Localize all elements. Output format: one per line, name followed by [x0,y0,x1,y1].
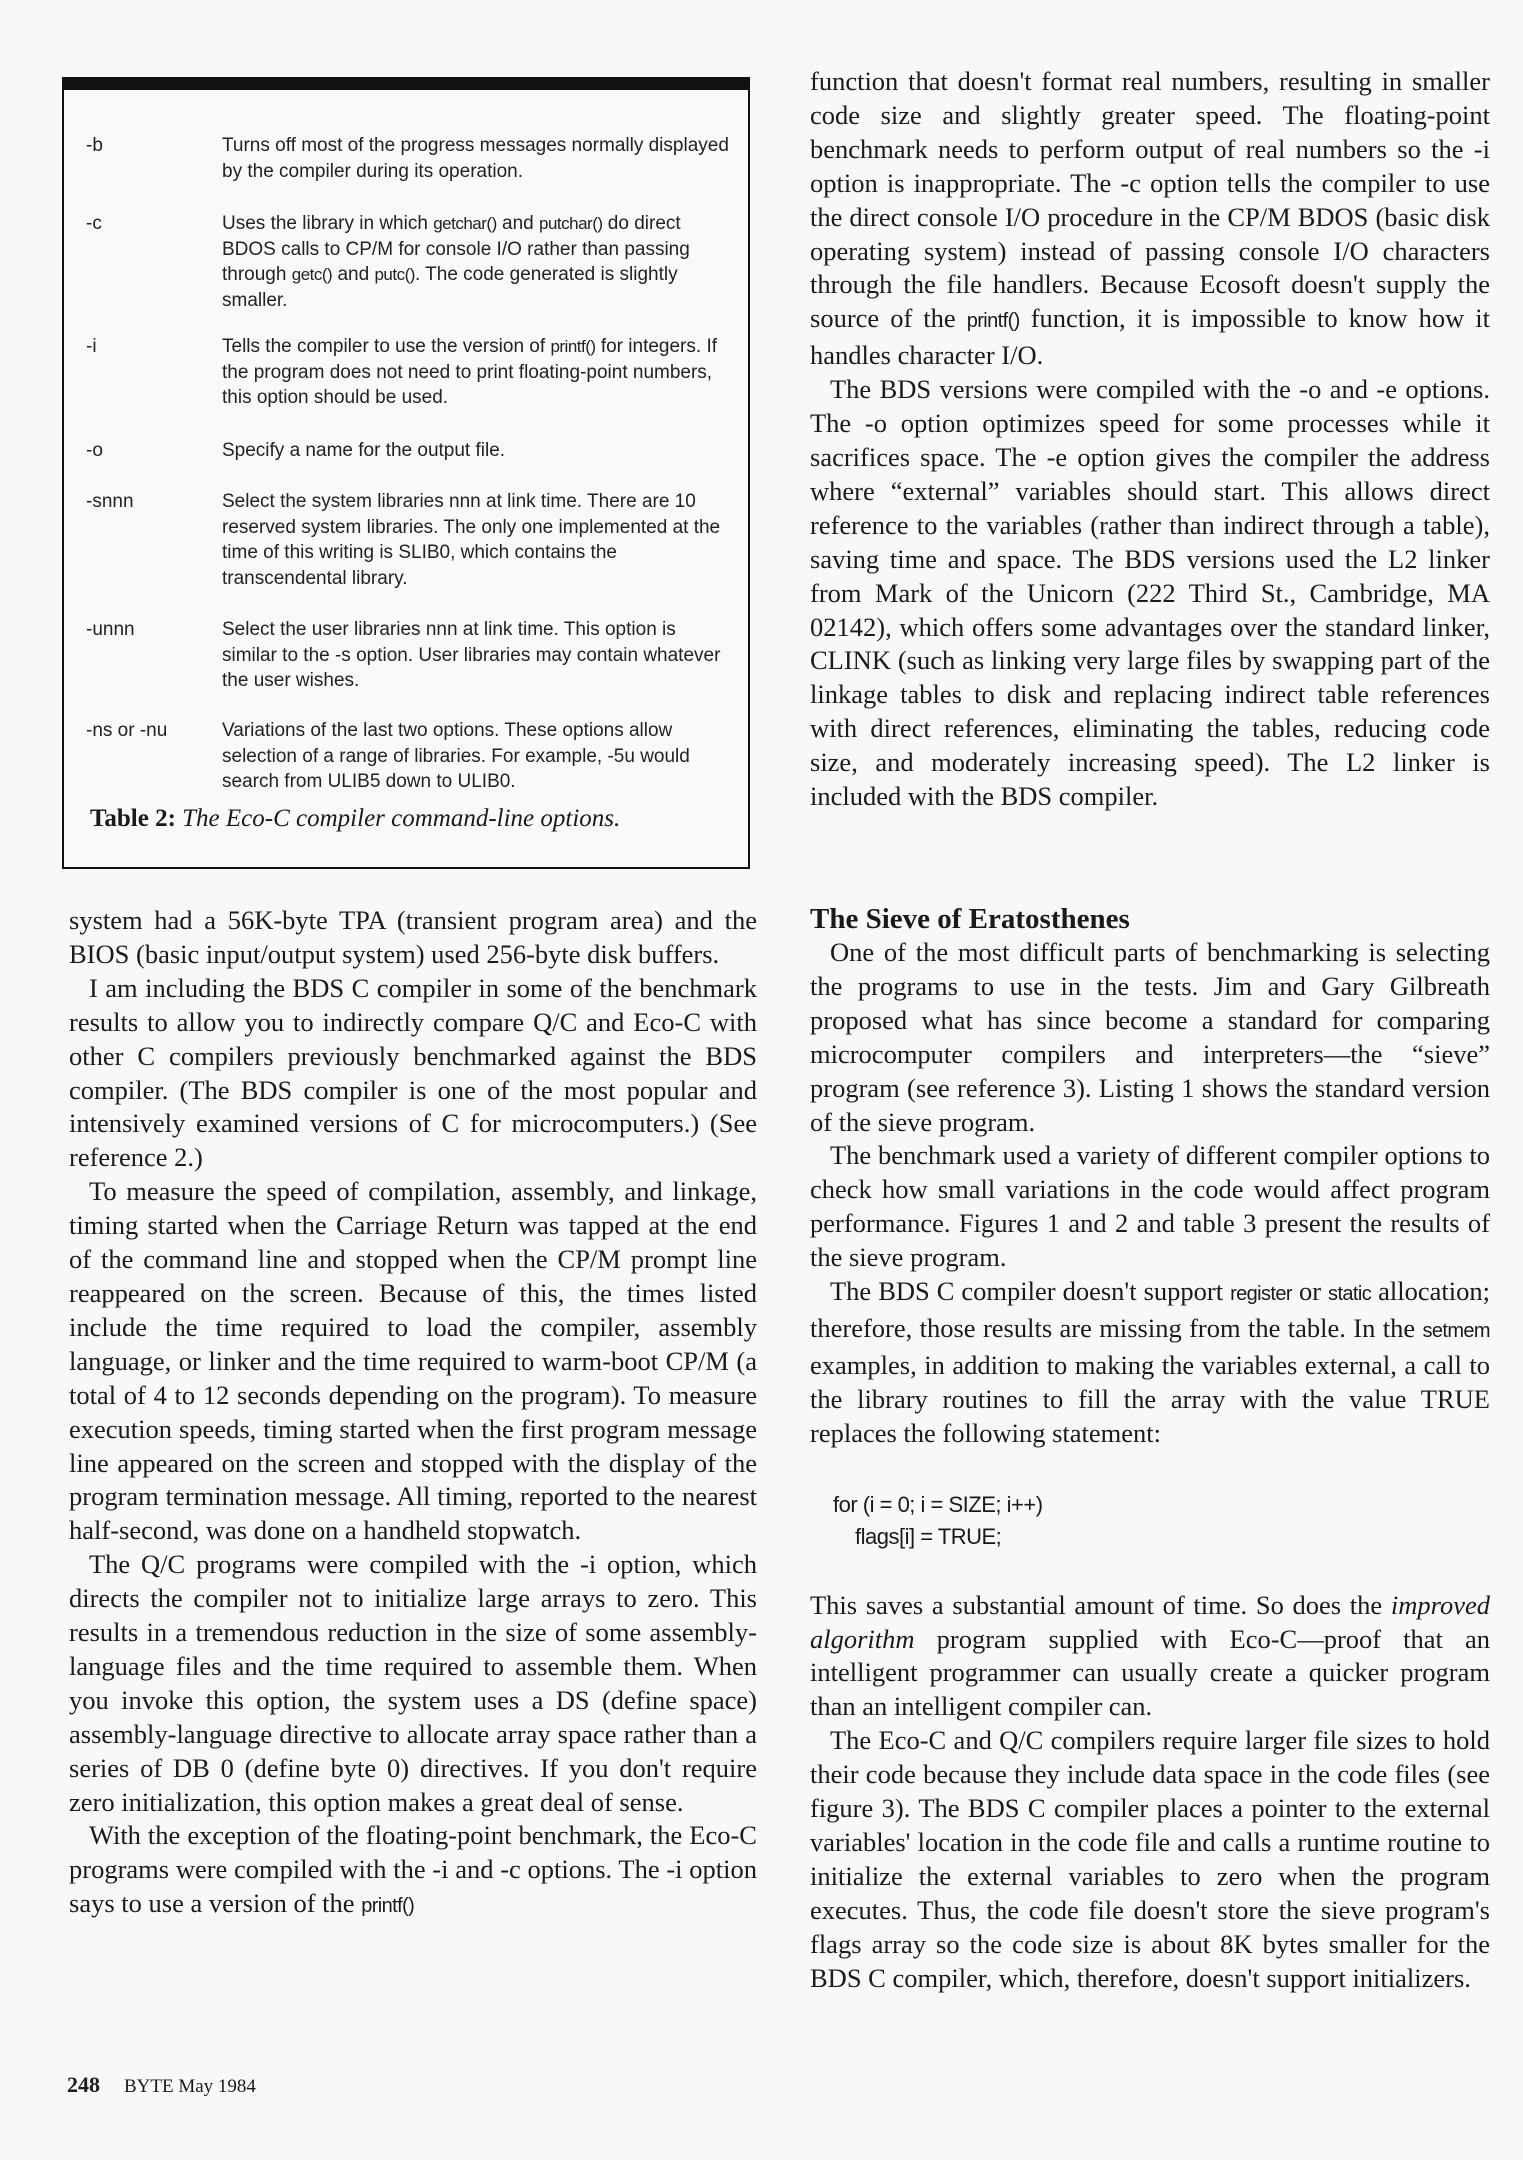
code-getc: getc() [291,265,333,284]
code-listing [833,1489,1490,1553]
option-description: Variations of the last two options. These options allow selection of a range of libraries. For example, -5u would search from ULIB5 down to ULIB0. [222,720,690,792]
paragraph: One of the most difficult parts of benchmarking is selecting the programs to use in the tests. Jim and Gary Gilbreath proposed what has since become a standard for comparing microcomputer compilers and interpreters—the “sieve” program (see reference 3). Listing 1 shows the standard version of the sieve program. [810,937,1490,1137]
section-heading: The Sieve of Eratosthenes [810,903,1130,935]
option-description: Select the user libraries nnn at link time. This option is similar to the -s option. User libraries may contain whatever the user wishes. [222,619,721,691]
code-putchar: putchar() [539,214,603,233]
option-key: -c [86,213,102,234]
italic-term: improved algorithm [810,1589,1490,1654]
desc-text: and [496,213,539,234]
left-column-body [69,904,757,1924]
code-printf: printf() [966,310,1020,333]
paragraph-text: or [1291,1276,1329,1307]
option-key: -snnn [86,491,134,512]
desc-text: do direct BDOS calls to CP/M for console I/O rather than passing through [222,213,690,285]
desc-text: . The code generated is slightly smaller. [222,264,678,311]
table-2-box [62,77,750,869]
paragraph-text: The BDS C compiler doesn't support [830,1276,1231,1307]
paragraph: system had a 56K-byte TPA (transient program area) and the BIOS (basic input/output system) used 256-byte disk buffers. [69,905,757,969]
code-printf: printf() [550,337,596,356]
caption-label: Table 2: [90,805,176,832]
code-setmem: setmem [1422,1319,1490,1342]
desc-text: Tells the compiler to use the version of [222,336,551,357]
option-key: -ns or -nu [86,720,168,741]
caption-text: The Eco-C compiler command-line options. [182,805,621,832]
paragraph-text: This saves a substantial amount of time. So does the [810,1589,1391,1620]
desc-text: Uses the library in which [222,213,434,234]
page-footer [67,2072,256,2098]
paragraph: The BDS versions were compiled with the -o and -e options. The -o option optimizes speed for some processes while it sacrifices space. The -e option gives the compiler the address where “external” variables should start. This allows direct reference to the variables (rather than indirect through a table), saving time and space. The BDS versions used the L2 linker from Mark of the Unicorn (222 Third St., Cambridge, MA 02142), which offers some advantages over the standard linker, CLINK (such as linking very large files by swapping part of the linkage tables to disk and replacing indirect table references with direct references, eliminating the tables, reducing code size, and moderately increasing speed). The L2 linker is included with the BDS compiler. [810,374,1490,812]
paragraph-text: allocation; therefore, those results are missing from the table. In the [810,1276,1490,1343]
code-register: register [1230,1283,1292,1306]
code-static: static [1328,1283,1372,1306]
page-number: 248 [67,2072,100,2097]
right-column-bottom [810,902,1490,1995]
option-description: Specify a name for the output file. [222,440,506,461]
option-description: Turns off most of the progress messages normally displayed by the compiler during its operation. [222,135,729,182]
code-line: for (i = 0; i = SIZE; i++) [833,1491,1043,1517]
paragraph-text: With the exception of the floating-point benchmark, the Eco-C programs were compiled with the -i and -c options. The -i option says to use a version of the [69,1820,757,1919]
table-caption [90,805,620,833]
paragraph: I am including the BDS C compiler in some of the benchmark results to allow you to indirectly compare Q/C and Eco-C with other C compilers previously benchmarked against the BDS compiler. (The BDS compiler is one of the most popular and intensively examined versions of C for microcomputers.) (See reference 2.) [69,972,757,1173]
paragraph: The Q/C programs were compiled with the -i option, which directs the compiler not to initialize large arrays to zero. This results in a tremendous reduction in the size of some assembly-language files and the time required to assemble them. When you invoke this option, the system uses a DS (define space) assembly-language directive to allocate array space rather than a series of DB 0 (define byte 0) directives. If you don't require zero initialization, this option makes a great deal of sense. [69,1549,757,1817]
desc-text: and [332,264,375,285]
option-key: -b [86,135,103,156]
option-description [222,211,730,313]
paragraph: The Eco-C and Q/C compilers require larger file sizes to hold their code because they include data space in the code files (see figure 3). The BDS C compiler places a pointer to the external variables' location in the code file and calls a runtime routine to initialize the external variables to zero when the program executes. Thus, the code file doesn't store the sieve program's flags array so the code size is about 8K bytes smaller for the BDS C compiler, which, therefore, doesn't support initializers. [810,1725,1490,1993]
desc-text: for integers. If the program does not need to print floating-point numbers, this option should be used. [222,336,718,408]
option-key: -o [86,440,103,461]
paragraph [69,1819,757,1924]
code-printf: printf() [361,1895,415,1918]
paragraph-text: examples, in addition to making the variables external, a call to the library routines to fill the array with the value TRUE replaces the following statement: [810,1349,1490,1448]
paragraph [810,65,1490,373]
code-line: flags[i] = TRUE; [855,1523,1002,1549]
code-putc: putc() [374,265,415,284]
option-description [222,334,730,411]
paragraph-text: function that doesn't format real numbers, resulting in smaller code size and slightly greater speed. The floating-point benchmark needs to perform output of real numbers so the -i option is inappropriate. The -c option tells the compiler to use the direct console I/O procedure in the CP/M BDOS (basic disk operating system) instead of passing console I/O characters through the file handlers. Because Ecosoft doesn't supply the source of the [810,66,1490,334]
paragraph-text: program supplied with Eco-C—proof that an intelligent programmer can usually create a quicker program than an intelligent compiler can. [810,1623,1490,1722]
option-key: -i [86,336,97,357]
paragraph-text: function, it is impossible to know how it handles character I/O. [810,303,1490,371]
option-description: Select the system libraries nnn at link time. There are 10 reserved system libraries. The only one implemented at the time of this writing is SLIB0, which contains the transcendental library. [222,491,721,589]
publication-info: BYTE May 1984 [124,2076,256,2097]
paragraph: To measure the speed of compilation, assembly, and linkage, timing started when the Carriage Return was tapped at the end of the command line and stopped when the CP/M prompt line reappeared on the screen. Because of this, the times listed include the time required to load the compiler, assembly language, or linker and the time required to warm-boot CP/M (a total of 4 to 12 seconds depending on the program). To measure execution speeds, timing started when the first program message line appeared on the screen and stopped with the display of the program termination message. All timing, reported to the nearest half-second, was done on a handheld stopwatch. [69,1176,757,1546]
paragraph [810,1589,1490,1725]
paragraph [810,1275,1490,1451]
right-column-top [810,65,1490,814]
paragraph: The benchmark used a variety of different compiler options to check how small variations in the code would affect program performance. Figures 1 and 2 and table 3 present the results of the sieve program. [810,1140,1490,1273]
option-key: -unnn [86,619,135,640]
code-getchar: getchar() [433,214,497,233]
